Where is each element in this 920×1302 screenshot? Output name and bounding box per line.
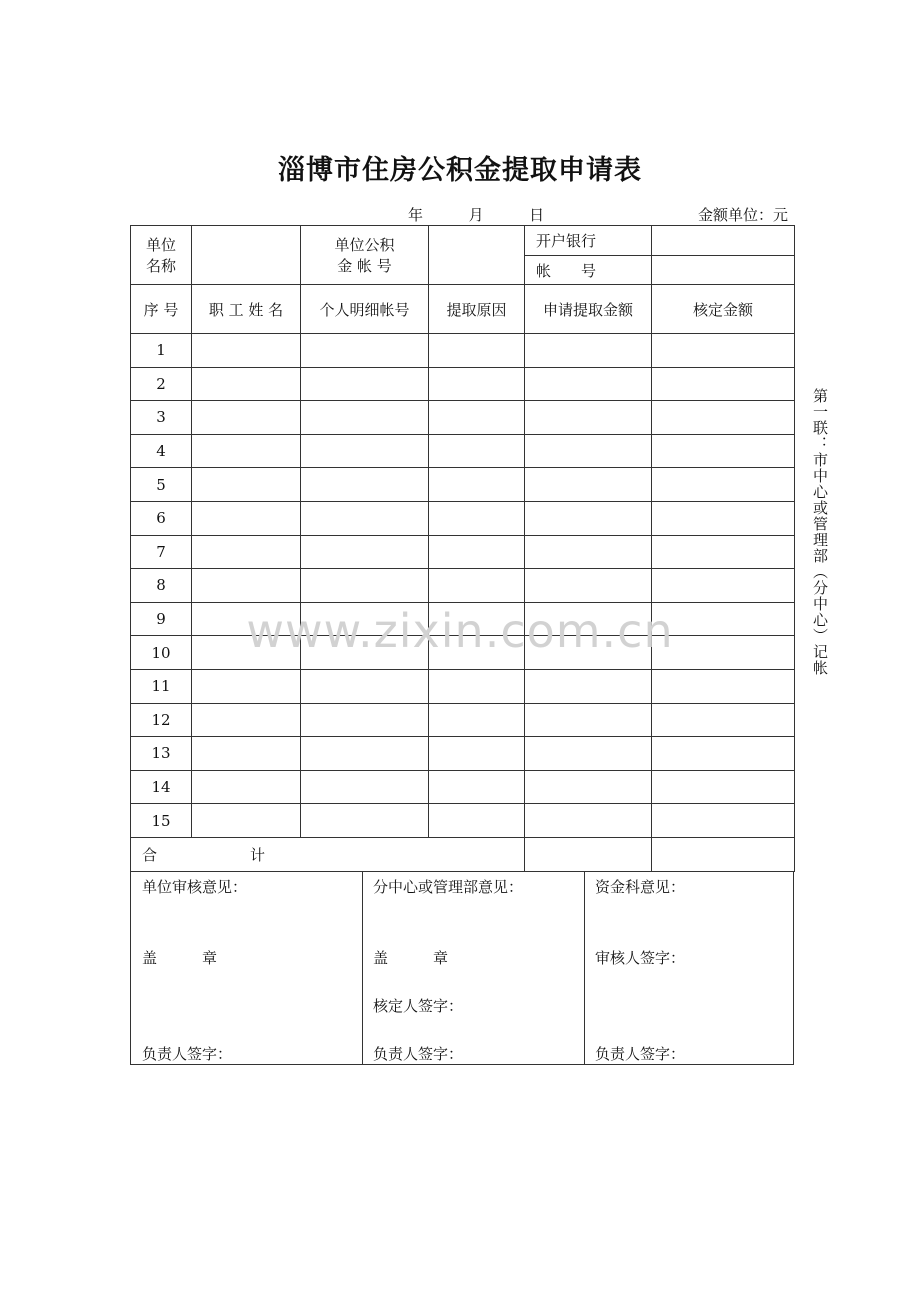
- row-seq: 10: [131, 636, 192, 670]
- fund-account-value[interactable]: [429, 226, 525, 285]
- row-employee-name[interactable]: [192, 669, 301, 703]
- row-request-amount[interactable]: [525, 334, 652, 368]
- unit-review-signature: 负责人签字：: [142, 1045, 233, 1063]
- row-employee-name[interactable]: [192, 401, 301, 435]
- row-request-amount[interactable]: [525, 569, 652, 603]
- row-seq: 14: [131, 770, 192, 804]
- funds-review-reviewer: 审核人签字：: [595, 949, 686, 967]
- row-reason[interactable]: [429, 703, 525, 737]
- table-row: [131, 535, 795, 569]
- col-header-name: 职 工 姓 名: [192, 285, 301, 334]
- row-reason[interactable]: [429, 569, 525, 603]
- unit-review-box: [131, 871, 362, 1064]
- bank-account-value[interactable]: [652, 256, 795, 285]
- row-account[interactable]: [301, 737, 429, 771]
- row-account[interactable]: [301, 569, 429, 603]
- table-row: [131, 804, 795, 838]
- row-approved-amount[interactable]: [652, 804, 795, 838]
- branch-verify-signature: 核定人签字：: [373, 997, 464, 1015]
- row-account[interactable]: [301, 770, 429, 804]
- branch-review-seal: 盖 章: [373, 949, 449, 967]
- total-label: 合 计: [131, 837, 525, 871]
- total-approved-amount[interactable]: [652, 837, 795, 871]
- fund-account-label: 单位公积 金 帐 号: [301, 226, 429, 285]
- row-reason[interactable]: [429, 535, 525, 569]
- row-seq: 4: [131, 434, 192, 468]
- row-account[interactable]: [301, 434, 429, 468]
- total-request-amount[interactable]: [525, 837, 652, 871]
- row-approved-amount[interactable]: [652, 770, 795, 804]
- row-employee-name[interactable]: [192, 367, 301, 401]
- table-row: [131, 468, 795, 502]
- row-account[interactable]: [301, 804, 429, 838]
- application-table: [130, 225, 795, 872]
- row-approved-amount[interactable]: [652, 737, 795, 771]
- row-seq: 3: [131, 401, 192, 435]
- form-title: 淄博市住房公积金提取申请表: [278, 155, 642, 186]
- row-approved-amount[interactable]: [652, 669, 795, 703]
- funds-review-opinion: 资金科意见：: [595, 878, 686, 896]
- unit-name-label: 单位 名称: [131, 226, 192, 285]
- row-approved-amount[interactable]: [652, 367, 795, 401]
- row-seq: 2: [131, 367, 192, 401]
- unit-name-value[interactable]: [192, 226, 301, 285]
- bank-account-label: 帐 号: [525, 256, 652, 285]
- row-account[interactable]: [301, 501, 429, 535]
- table-row: [131, 401, 795, 435]
- row-approved-amount[interactable]: [652, 434, 795, 468]
- row-account[interactable]: [301, 669, 429, 703]
- row-seq: 1: [131, 334, 192, 368]
- row-approved-amount[interactable]: [652, 334, 795, 368]
- branch-review-box: [362, 871, 584, 1064]
- row-employee-name[interactable]: [192, 770, 301, 804]
- row-seq: 13: [131, 737, 192, 771]
- row-account[interactable]: [301, 401, 429, 435]
- col-header-seq: 序 号: [131, 285, 192, 334]
- funds-review-signature: 负责人签字：: [595, 1045, 686, 1063]
- col-header-reason: 提取原因: [429, 285, 525, 334]
- watermark: www.zixin.com.cn: [246, 604, 674, 658]
- col-header-approved-amount: 核定金额: [652, 285, 795, 334]
- date-day: 日: [529, 206, 545, 224]
- row-request-amount[interactable]: [525, 703, 652, 737]
- branch-review-opinion: 分中心或管理部意见：: [373, 878, 524, 896]
- row-seq: 9: [131, 602, 192, 636]
- row-request-amount[interactable]: [525, 501, 652, 535]
- row-reason[interactable]: [429, 367, 525, 401]
- row-approved-amount[interactable]: [652, 535, 795, 569]
- row-account[interactable]: [301, 367, 429, 401]
- row-reason[interactable]: [429, 334, 525, 368]
- approval-section: [130, 871, 794, 1065]
- row-request-amount[interactable]: [525, 468, 652, 502]
- table-row: [131, 770, 795, 804]
- table-row: [131, 669, 795, 703]
- row-reason[interactable]: [429, 770, 525, 804]
- row-employee-name[interactable]: [192, 535, 301, 569]
- row-seq: 11: [131, 669, 192, 703]
- row-employee-name[interactable]: [192, 334, 301, 368]
- row-request-amount[interactable]: [525, 804, 652, 838]
- row-account[interactable]: [301, 468, 429, 502]
- row-account[interactable]: [301, 703, 429, 737]
- row-request-amount[interactable]: [525, 401, 652, 435]
- row-employee-name[interactable]: [192, 468, 301, 502]
- bank-label: 开户银行: [525, 226, 652, 256]
- row-approved-amount[interactable]: [652, 468, 795, 502]
- row-reason[interactable]: [429, 468, 525, 502]
- date-year: 年: [408, 206, 424, 224]
- unit-review-seal: 盖 章: [142, 949, 218, 967]
- row-reason[interactable]: [429, 434, 525, 468]
- table-row: [131, 737, 795, 771]
- row-employee-name[interactable]: [192, 501, 301, 535]
- table-row: [131, 703, 795, 737]
- row-approved-amount[interactable]: [652, 501, 795, 535]
- row-employee-name[interactable]: [192, 703, 301, 737]
- row-seq: 8: [131, 569, 192, 603]
- row-request-amount[interactable]: [525, 737, 652, 771]
- bank-value[interactable]: [652, 226, 795, 256]
- col-header-account: 个人明细帐号: [301, 285, 429, 334]
- row-approved-amount[interactable]: [652, 703, 795, 737]
- row-approved-amount[interactable]: [652, 569, 795, 603]
- row-reason[interactable]: [429, 501, 525, 535]
- table-row: [131, 367, 795, 401]
- row-seq: 6: [131, 501, 192, 535]
- table-row: [131, 334, 795, 368]
- row-seq: 5: [131, 468, 192, 502]
- row-reason[interactable]: [429, 737, 525, 771]
- row-request-amount[interactable]: [525, 367, 652, 401]
- row-employee-name[interactable]: [192, 434, 301, 468]
- row-seq: 15: [131, 804, 192, 838]
- table-row: [131, 434, 795, 468]
- row-request-amount[interactable]: [525, 535, 652, 569]
- table-row: [131, 501, 795, 535]
- row-seq: 12: [131, 703, 192, 737]
- row-account[interactable]: [301, 535, 429, 569]
- branch-review-signature: 负责人签字：: [373, 1045, 464, 1063]
- row-approved-amount[interactable]: [652, 401, 795, 435]
- row-employee-name[interactable]: [192, 569, 301, 603]
- funds-review-box: [584, 871, 794, 1064]
- row-seq: 7: [131, 535, 192, 569]
- row-reason[interactable]: [429, 804, 525, 838]
- row-reason[interactable]: [429, 401, 525, 435]
- row-request-amount[interactable]: [525, 669, 652, 703]
- amount-unit: 金额单位：元: [697, 206, 788, 224]
- date-line: [408, 204, 544, 225]
- row-account[interactable]: [301, 334, 429, 368]
- row-request-amount[interactable]: [525, 770, 652, 804]
- table-row: [131, 569, 795, 603]
- date-month: 月: [468, 206, 484, 224]
- copy-note: 第一联：市中心或管理部（分中心）记帐: [811, 388, 829, 676]
- col-header-request-amount: 申请提取金额: [525, 285, 652, 334]
- unit-review-opinion: 单位审核意见：: [142, 878, 248, 896]
- row-employee-name[interactable]: [192, 804, 301, 838]
- row-request-amount[interactable]: [525, 434, 652, 468]
- row-reason[interactable]: [429, 669, 525, 703]
- row-employee-name[interactable]: [192, 737, 301, 771]
